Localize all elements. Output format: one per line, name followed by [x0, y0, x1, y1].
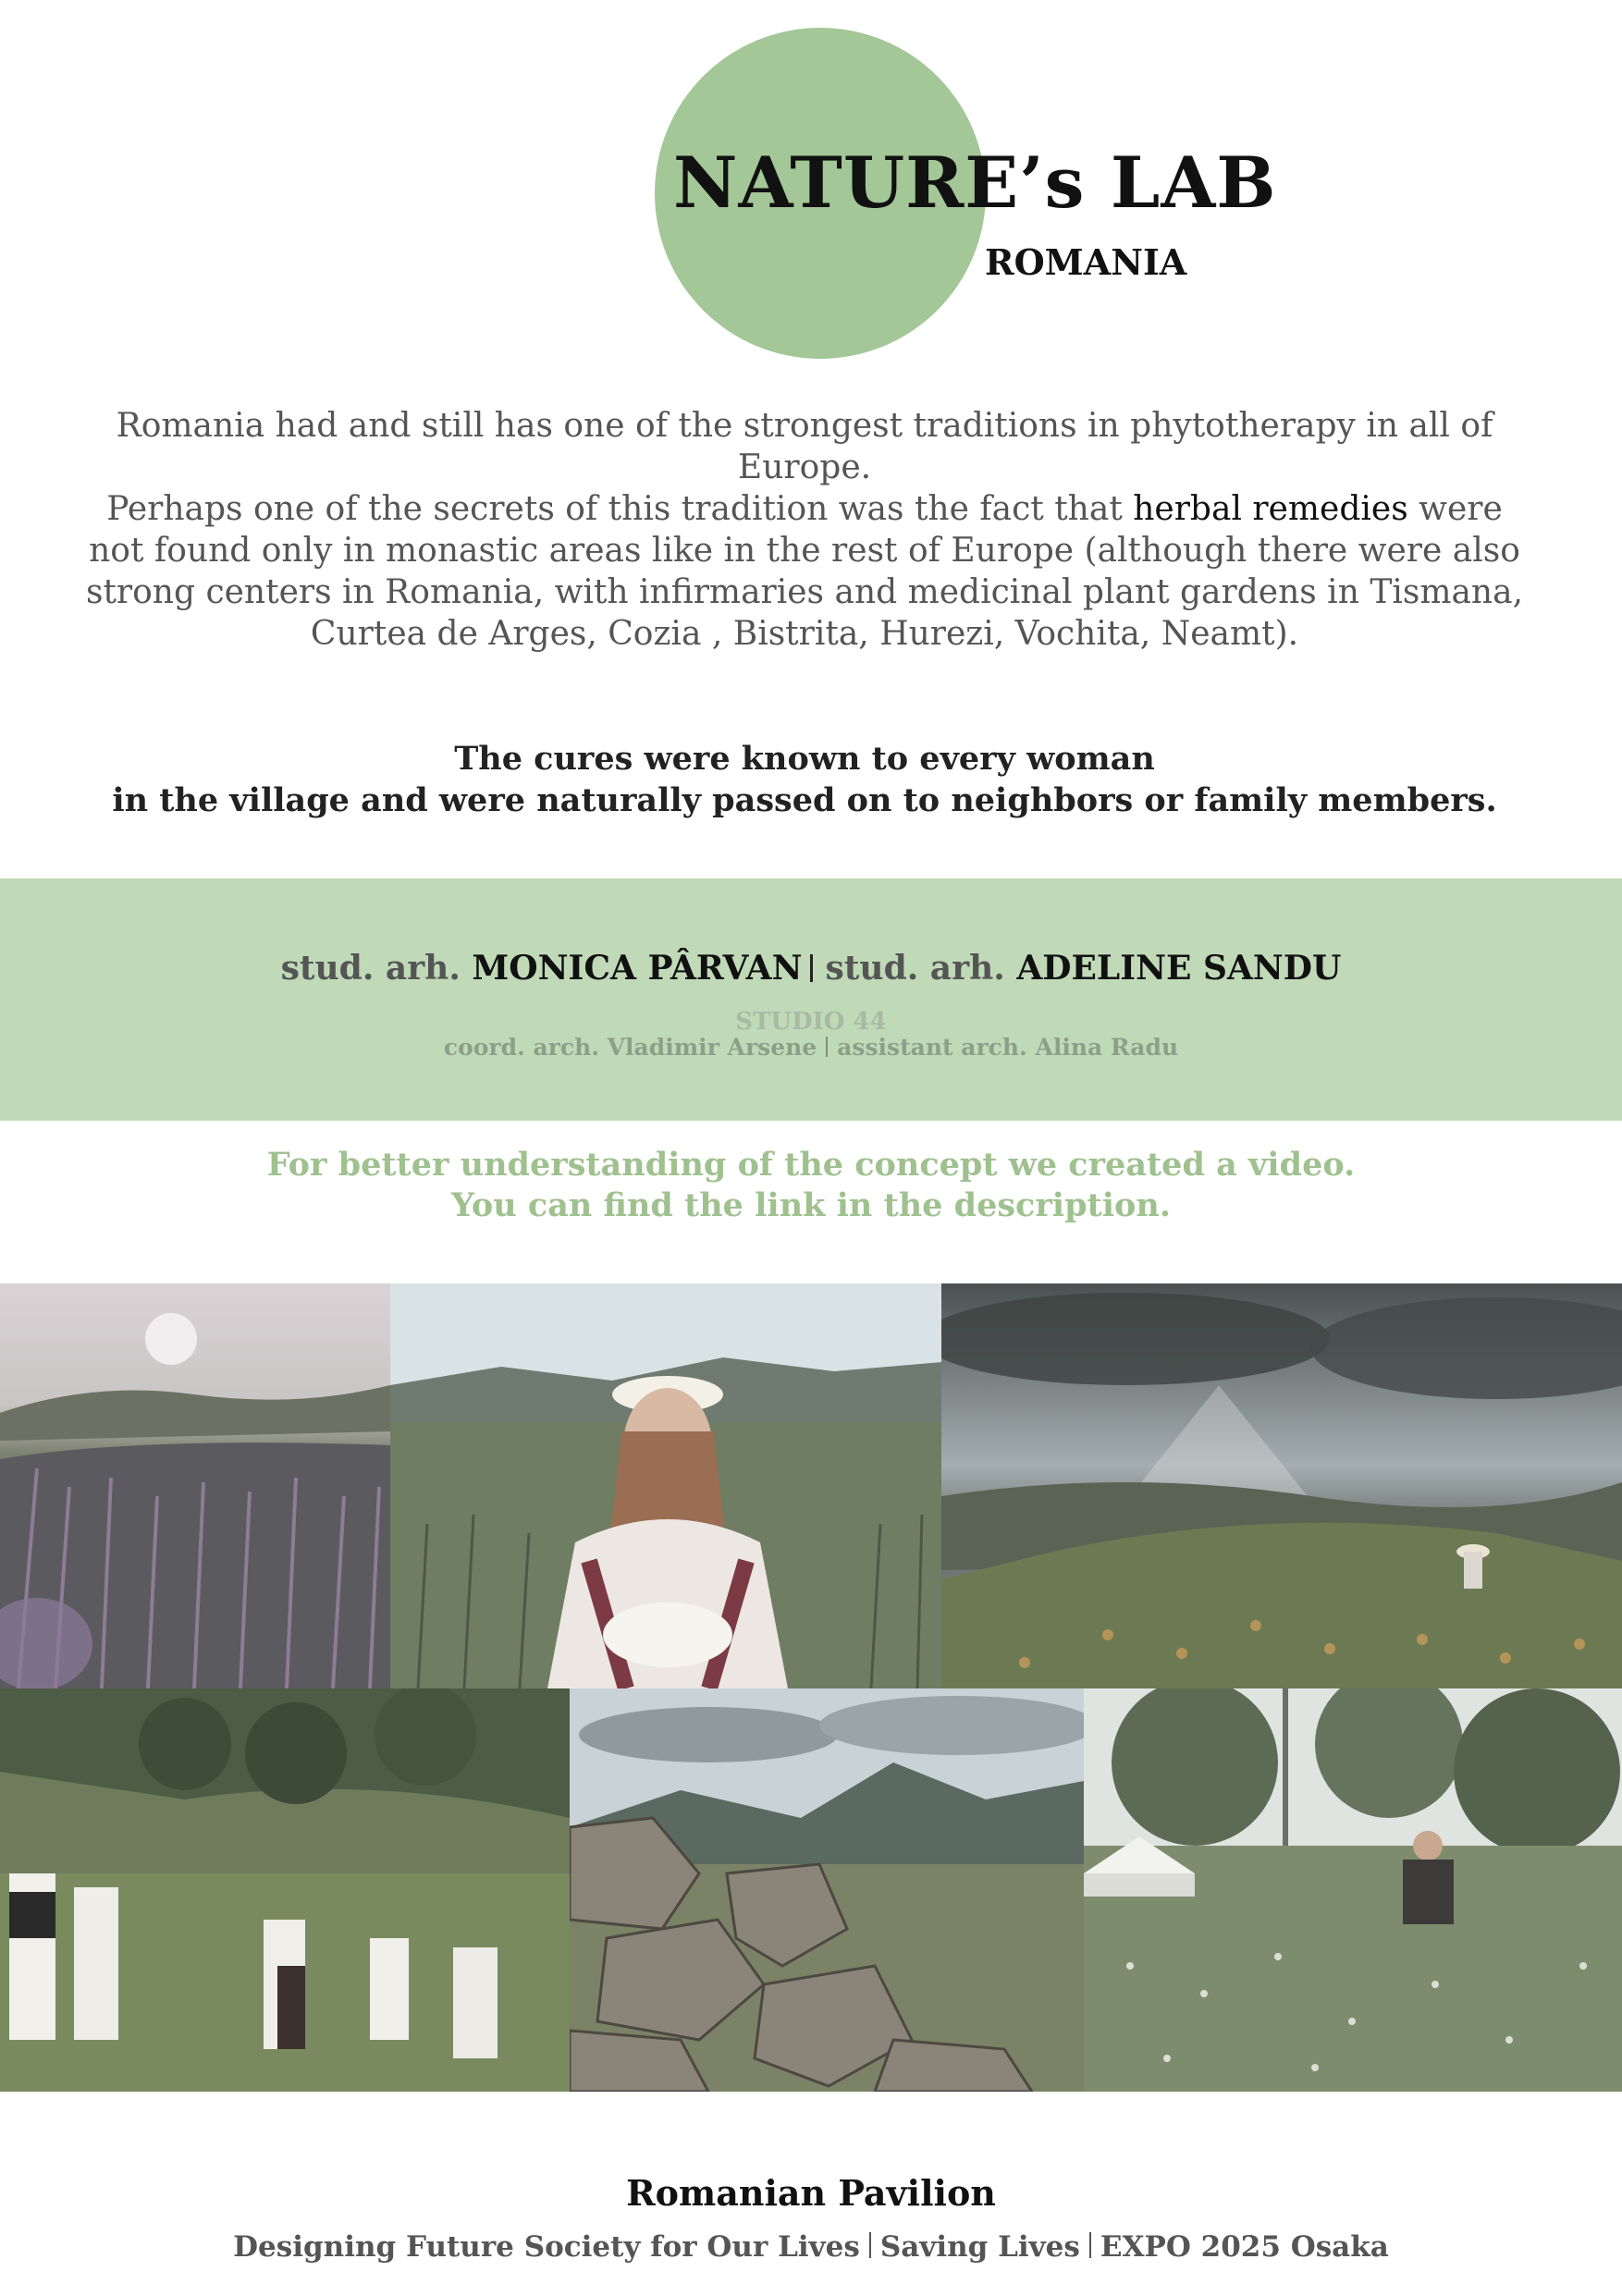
intro-p2-after: were not found only in monastic areas like in the rest of Europe (although there were also strong centers in Romania, with infirmaries and medicinal plant gardens in Tismana, Curtea de Arges, Cozia , Bistrita, Hurezi, Vochita, Neamt). — [85, 490, 1524, 653]
author-1-name: MONICA PÂRVAN — [472, 949, 803, 988]
credits-band — [0, 878, 1622, 1121]
coordinator: coord. arch. Vladimir Arsene — [443, 1034, 817, 1061]
divider — [1089, 2232, 1091, 2258]
footer-part-3: EXPO 2025 Osaka — [1100, 2230, 1389, 2264]
intro-p2-highlight: herbal remedies — [1133, 490, 1408, 528]
video-note-line-1: For better understanding of the concept we created a video. — [266, 1146, 1356, 1184]
author-2-name: ADELINE SANDU — [1016, 949, 1342, 988]
intro-p2-before: Perhaps one of the secrets of this tradition was the fact that — [106, 490, 1134, 528]
author-1-prefix: stud. arh. — [280, 949, 473, 988]
footer-line — [0, 2228, 1622, 2265]
quote-line-1: The cures were known to every woman — [454, 740, 1155, 778]
assistant: assistant arch. Alina Radu — [837, 1034, 1179, 1061]
intro-paragraph-1: Romania had and still has one of the strongest traditions in phytotherapy in all of Europe. — [116, 407, 1493, 486]
video-note — [0, 1145, 1622, 1226]
footer-title: Romanian Pavilion — [626, 2172, 996, 2214]
author-2-prefix: stud. arh. — [825, 949, 1017, 988]
coordinators — [0, 1034, 1622, 1062]
divider — [810, 954, 813, 982]
page-title: NATURE’s LAB — [673, 141, 1277, 224]
intro-paragraph-2 — [74, 488, 1535, 655]
divider — [869, 2232, 871, 2258]
photo-girl-flower-crown — [390, 1283, 941, 1688]
photo-lavender-field — [0, 1283, 390, 1688]
video-note-line-2: You can find the link in the description. — [450, 1186, 1172, 1224]
quote-line-2: in the village and were naturally passed on to neighbors or family members. — [112, 781, 1497, 819]
studio-label: STUDIO 44 — [735, 1008, 887, 1036]
divider — [826, 1037, 828, 1057]
photo-mountain-valley — [941, 1283, 1622, 1688]
quote — [111, 738, 1498, 821]
photo-rocks-and-mountains — [570, 1688, 1084, 2092]
photo-meadow-with-tent — [1084, 1688, 1622, 2092]
photo-women-gathering-herbs — [0, 1688, 570, 2092]
page-subtitle: ROMANIA — [985, 241, 1187, 283]
credits-authors — [0, 948, 1622, 988]
footer-part-2: Saving Lives — [879, 2230, 1080, 2264]
footer-part-1: Designing Future Society for Our Lives — [233, 2230, 860, 2264]
